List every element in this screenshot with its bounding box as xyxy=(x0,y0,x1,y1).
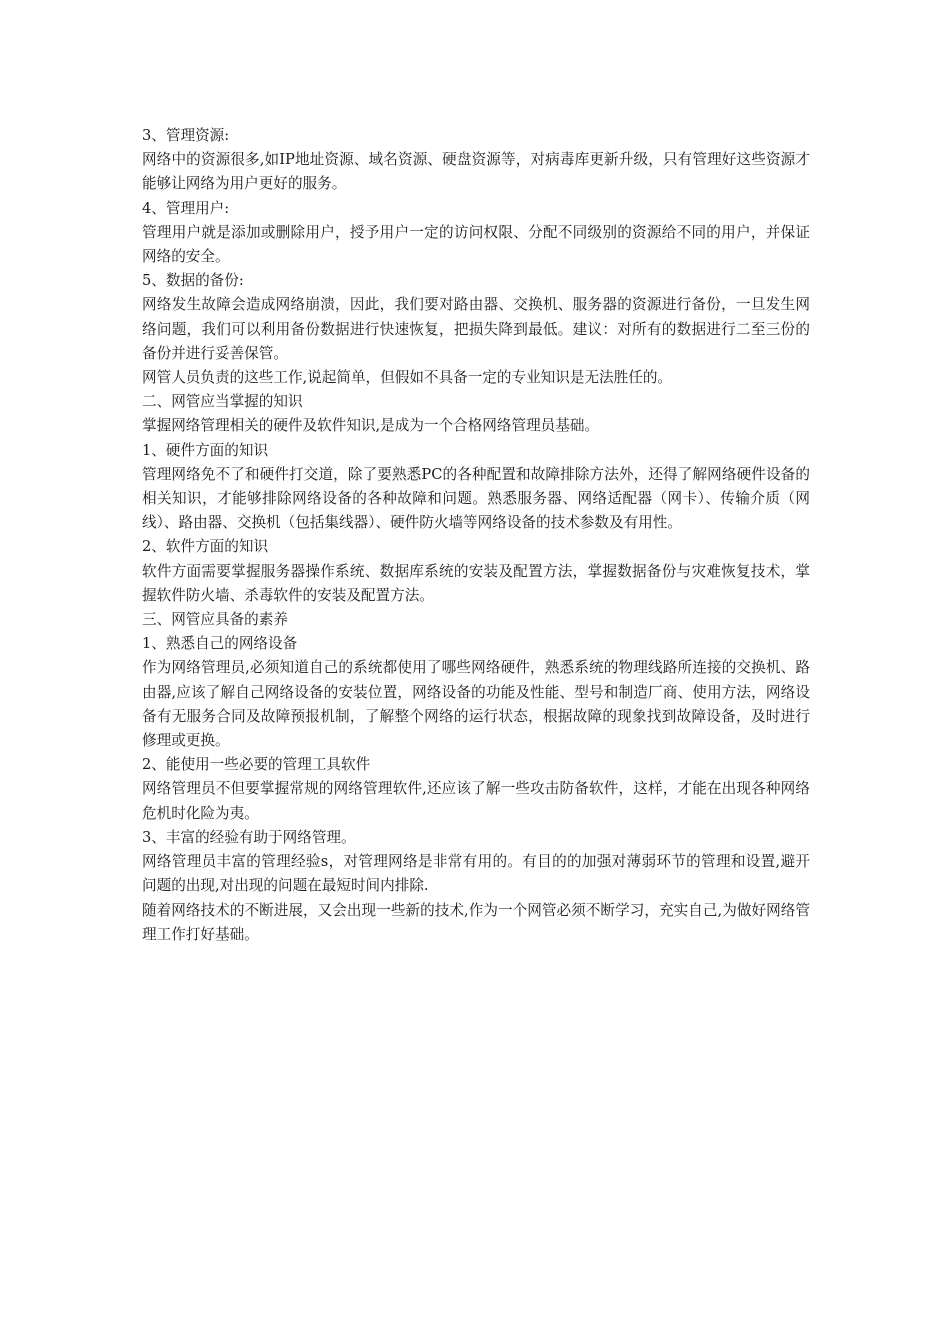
paragraph-software-knowledge: 软件方面需要掌握服务器操作系统、数据库系统的安装及配置方法，掌握数据备份与灾难恢复技术，掌握软件防火墙、杀毒软件的安装及配置方法。 xyxy=(142,562,810,604)
section-heading-qualities: 三、网管应具备的素养 xyxy=(142,611,288,629)
heading-manage-resources: 3、管理资源: xyxy=(142,127,230,144)
paragraph-summary: 网管人员负责的这些工作,说起简单，但假如不具备一定的专业知识是无法胜任的。 xyxy=(142,369,673,387)
paragraph-hardware-knowledge: 管理网络免不了和硬件打交道，除了要熟悉PC的各种配置和故障排除方法外，还得了解网络硬件设备的相关知识，才能够排除网络设备的各种故障和问题。熟悉服务器、网络适配器（网卡）、传输介质（网线）、路由器、交换机（包括集线器）、硬件防火墙等网络设备的技术参数及有用性。 xyxy=(142,465,810,532)
heading-data-backup: 5、数据的备份: xyxy=(142,272,244,290)
paragraph-management-tools: 网络管理员不但要掌握常规的网络管理软件,还应该了解一些攻击防备软件，这样，才能在出现各种网络危机时化险为夷。 xyxy=(142,780,810,822)
heading-management-tools: 2、能使用一些必要的管理工具软件 xyxy=(142,756,371,774)
paragraph-data-backup: 网络发生故障会造成网络崩溃，因此，我们要对路由器、交换机、服务器的资源进行备份，一旦发生网络问题，我们可以利用备份数据进行快速恢复，把损失降到最低。建议：对所有的数据进行二至三份的备份并进行妥善保管。 xyxy=(142,296,810,362)
paragraph-manage-resources: 网络中的资源很多,如IP地址资源、域名资源、硬盘资源等，对病毒库更新升级，只有管理好这些资源才能够让网络为用户更好的服务。 xyxy=(142,151,810,193)
document-body xyxy=(142,124,810,947)
heading-software-knowledge: 2、软件方面的知识 xyxy=(142,538,269,556)
paragraph-conclusion: 随着网络技术的不断进展，又会出现一些新的技术,作为一个网管必须不断学习，充实自己,为做好网络管理工作打好基础。 xyxy=(142,901,810,943)
section-heading-knowledge: 二、网管应当掌握的知识 xyxy=(142,393,303,411)
paragraph-knowledge-intro: 掌握网络管理相关的硬件及软件知识,是成为一个合格网络管理员基础。 xyxy=(142,417,600,435)
heading-experience: 3、丰富的经验有助于网络管理。 xyxy=(142,828,356,846)
paragraph-manage-users: 管理用户就是添加或删除用户，授予用户一定的访问权限、分配不同级别的资源给不同的用户，并保证网络的安全。 xyxy=(142,223,810,266)
heading-manage-users: 4、管理用户: xyxy=(142,199,230,217)
heading-know-devices: 1、熟悉自己的网络设备 xyxy=(142,635,298,653)
paragraph-experience: 网络管理员丰富的管理经验s，对管理网络是非常有用的。有目的的加强对薄弱环节的管理和设置,避开问题的出现,对出现的问题在最短时间内排除. xyxy=(142,853,810,895)
paragraph-know-devices: 作为网络管理员,必须知道自己的系统都使用了哪些网络硬件，熟悉系统的物理线路所连接的交换机、路由器,应该了解自己网络设备的安装位置，网络设备的功能及性能、型号和制造厂商、使用方法，网络设备有无服务合同及故障预报机制，了解整个网络的运行状态，根据故障的现象找到故障设备，及时进行修理或更换。 xyxy=(142,659,810,750)
heading-hardware-knowledge: 1、硬件方面的知识 xyxy=(142,441,269,459)
